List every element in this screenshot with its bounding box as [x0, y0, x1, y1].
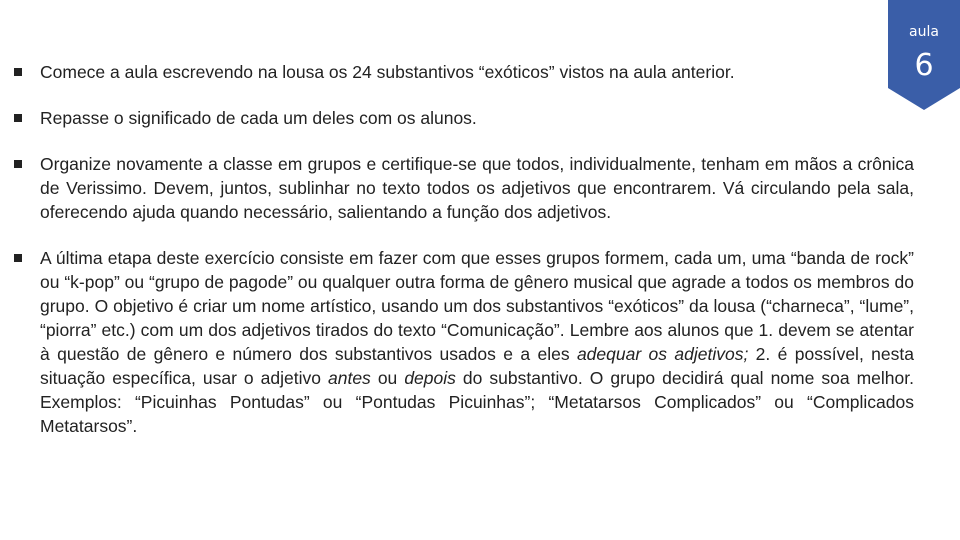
- badge-label: aula: [909, 24, 939, 40]
- list-item-italic: adequar os adjetivos;: [576, 344, 749, 364]
- square-bullet-icon: [14, 68, 22, 76]
- list-item-text-part2: 2. é possível, nesta situação específica, usar o adjetivo: [40, 344, 914, 388]
- list-item-text-part1: A última etapa deste exercício consiste em fazer com que esses grupos formem, cada um, uma “banda de rock” ou “k-pop” ou “grupo de pagode” ou qualquer outra forma de gênero musical que agrade a todos os membros do grupo. O objetivo é criar um nome artístico, usando um dos substantivos “exóticos” da lousa (“charneca”, “lume”, “piorra” etc.) com um dos adjetivos tirados do texto “Comunicação”. Lembre aos alunos que 1. devem se atentar à questão de gênero e número dos substantivos usados e a eles: [40, 248, 914, 364]
- badge-number: 6: [914, 48, 934, 83]
- list-item-text: Comece a aula escrevendo na lousa os 24 substantivos “exóticos” vistos na aula anterior.: [40, 62, 735, 82]
- list-item-italic: antes: [328, 368, 371, 388]
- list-item: [14, 60, 840, 84]
- list-item-italic: depois: [404, 368, 456, 388]
- list-item: [14, 246, 914, 438]
- list-item-text-part3: ou: [370, 368, 405, 388]
- square-bullet-icon: [14, 114, 22, 122]
- list-item-text: Repasse o significado de cada um deles com os alunos.: [40, 108, 477, 128]
- list-item: [14, 106, 914, 130]
- instruction-list: [14, 60, 914, 460]
- list-item-text-part4: do substantivo. O grupo decidirá qual nome soa melhor. Exemplos: “Picuinhas Pontudas” ou “Pontudas Picuinhas”; “Metatarsos Complicados” ou “Complicados Metatarsos”.: [40, 368, 914, 436]
- list-item: [14, 152, 914, 224]
- list-item-text: Organize novamente a classe em grupos e certifique-se que todos, individualmente, tenham em mãos a crônica de Verissimo. Devem, juntos, sublinhar no texto todos os adjetivos que encontrarem. Vá circulando pela sala, oferecendo ajuda quando necessário, salientando a função dos adjetivos.: [40, 154, 914, 222]
- square-bullet-icon: [14, 160, 22, 168]
- square-bullet-icon: [14, 254, 22, 262]
